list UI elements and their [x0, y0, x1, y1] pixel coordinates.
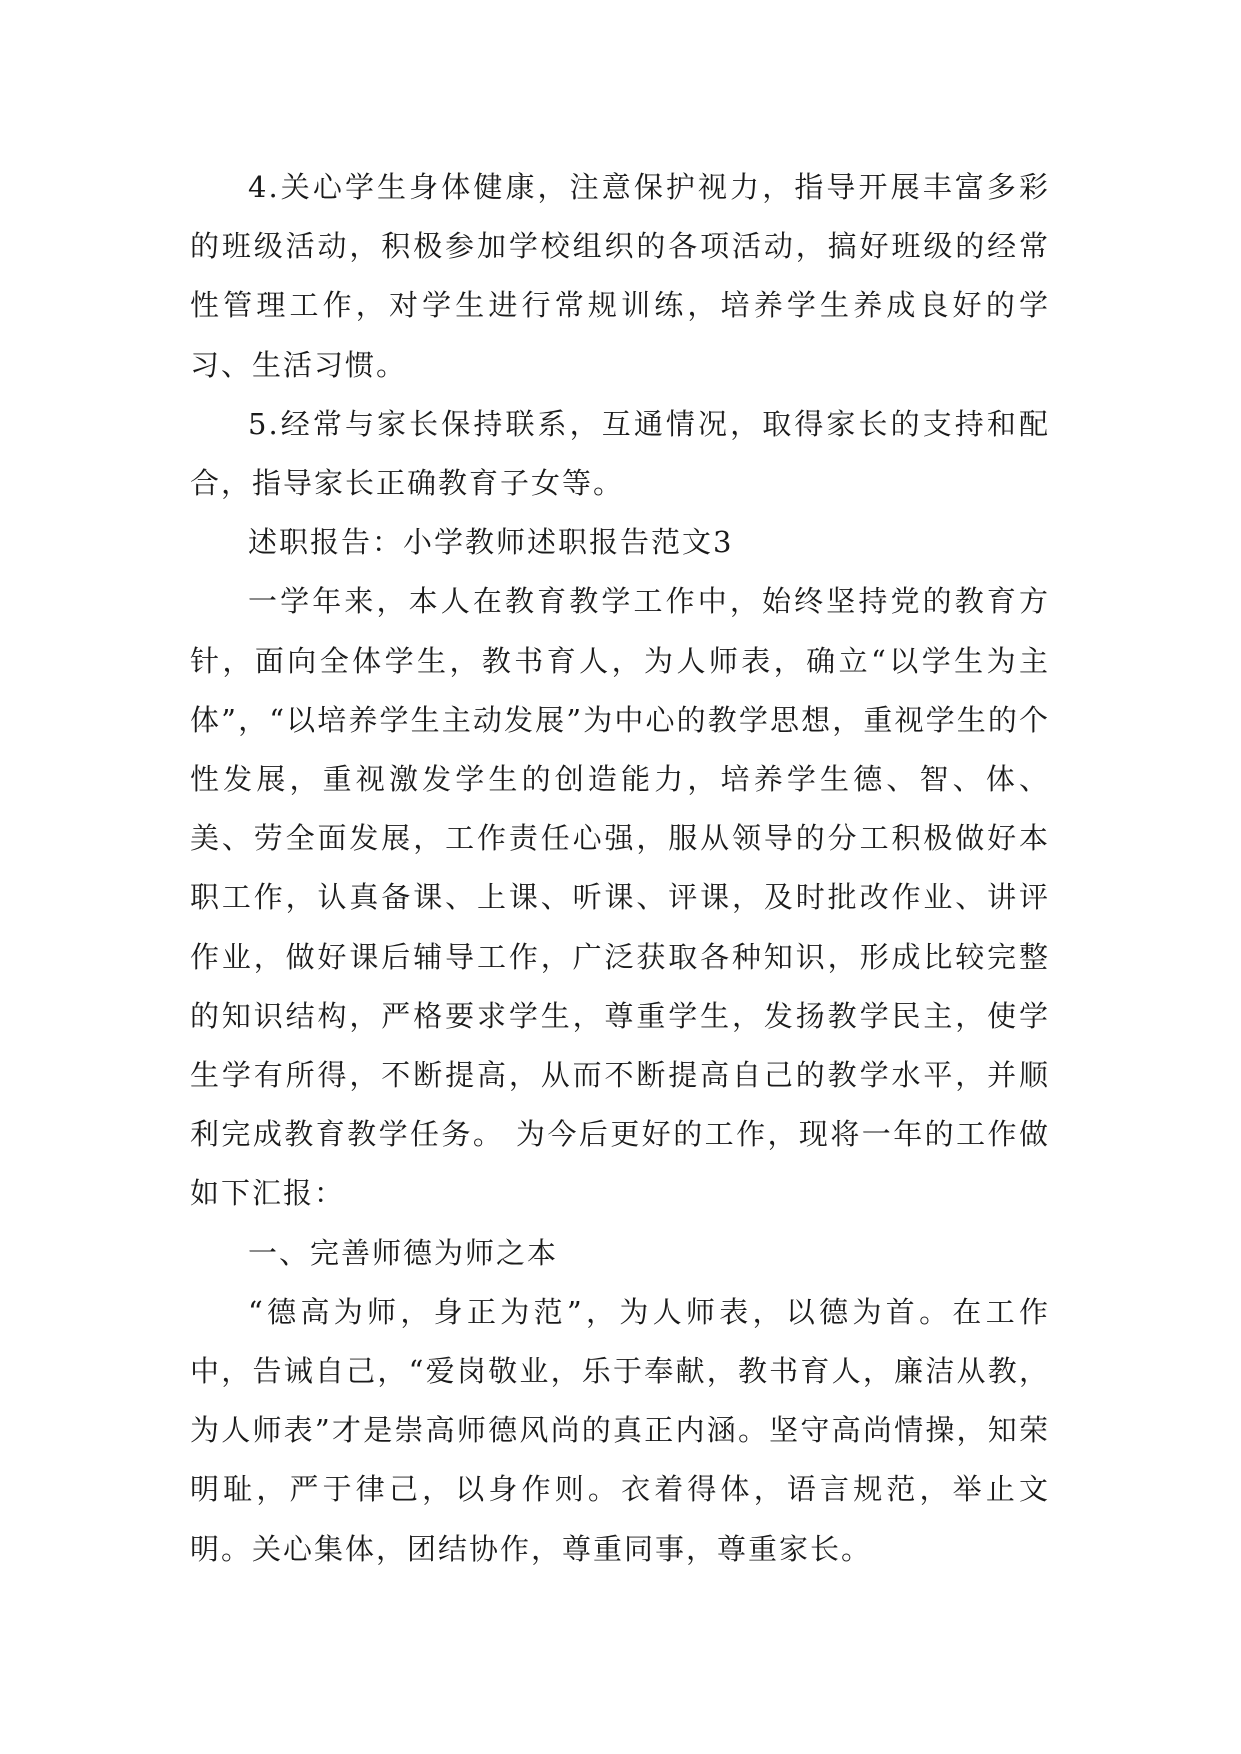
- paragraph-intro: 一学年来，本人在教育教学工作中，始终坚持党的教育方针，面向全体学生，教书育人，为人师表，确立“以学生为主体”，“以培养学生主动发展”为中心的教学思想，重视学生的个性发展，重视激发学生的创造能力，培养学生德、智、体、美、劳全面发展，工作责任心强，服从领导的分工积极做好本职工作，认真备课、上课、听课、评课，及时批改作业、讲评作业，做好课后辅导工作，广泛获取各种知识，形成比较完整的知识结构，严格要求学生，尊重学生，发扬教学民主，使学生学有所得，不断提高，从而不断提高自己的教学水平，并顺利完成教育教学任务。 为今后更好的工作，现将一年的工作做如下汇报：: [190, 584, 1050, 1211]
- paragraph-item-5: 5.经常与家长保持联系，互通情况，取得家长的支持和配合，指导家长正确教育子女等。: [190, 406, 1050, 501]
- section-heading: 一、完善师德为师之本: [248, 1235, 559, 1270]
- section-title: 述职报告：小学教师述职报告范文3: [248, 525, 734, 560]
- paragraph-item-4: 4.关心学生身体健康，注意保护视力，指导开展丰富多彩的班级活动，积极参加学校组织的各项活动，搞好班级的经常性管理工作，对学生进行常规训练，培养学生养成良好的学习、生活习惯。: [190, 170, 1050, 382]
- document-body: [190, 158, 1050, 1579]
- paragraph-ethics: “德高为师，身正为范”，为人师表，以德为首。在工作中，告诫自己，“爱岗敬业，乐于奉献，教书育人，廉洁从教，为人师表”才是崇高师德风尚的真正内涵。坚守高尚情操，知荣明耻，严于律己，以身作则。衣着得体，语言规范，举止文明。关心集体，团结协作，尊重同事，尊重家长。: [190, 1294, 1050, 1566]
